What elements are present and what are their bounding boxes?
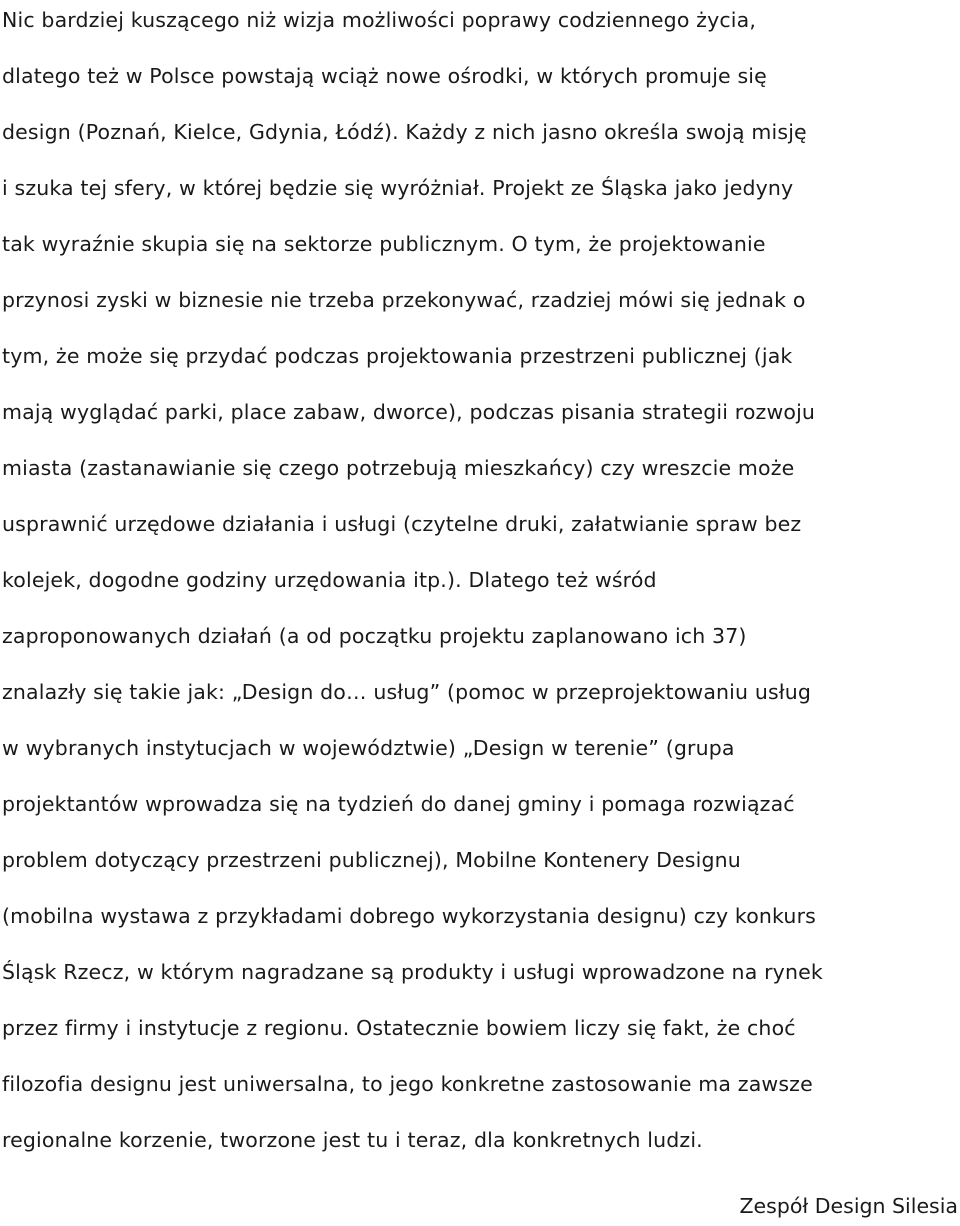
text-line: tak wyraźnie skupia się na sektorze publicznym. O tym, że projektowanie: [2, 232, 766, 256]
text-line: projektantów wprowadza się na tydzień do danej gminy i pomaga rozwiązać: [2, 792, 795, 816]
text-line: design (Poznań, Kielce, Gdynia, Łódź). Każdy z nich jasno określa swoją misję: [2, 120, 807, 144]
text-line: w wybranych instytucjach w województwie) „Design w terenie” (grupa: [2, 736, 735, 760]
text-line: przynosi zyski w biznesie nie trzeba przekonywać, rzadziej mówi się jednak o: [2, 288, 806, 312]
text-line: tym, że może się przydać podczas projektowania przestrzeni publicznej (jak: [2, 344, 793, 368]
text-line: znalazły się takie jak: „Design do… usług” (pomoc w przeprojektowaniu usług: [2, 680, 812, 704]
text-line: problem dotyczący przestrzeni publicznej), Mobilne Kontenery Designu: [2, 848, 741, 872]
text-line: (mobilna wystawa z przykładami dobrego wykorzystania designu) czy konkurs: [2, 904, 816, 928]
text-line: Nic bardziej kuszącego niż wizja możliwości poprawy codziennego życia,: [2, 8, 757, 32]
signature: Zespół Design Silesia: [739, 1194, 958, 1218]
text-line: zaproponowanych działań (a od początku projektu zaplanowano ich 37): [2, 624, 747, 648]
text-line: regionalne korzenie, tworzone jest tu i teraz, dla konkretnych ludzi.: [2, 1128, 703, 1152]
text-line: miasta (zastanawianie się czego potrzebują mieszkańcy) czy wreszcie może: [2, 456, 795, 480]
text-line: Śląsk Rzecz, w którym nagradzane są produkty i usługi wprowadzone na rynek: [2, 960, 823, 984]
text-line: przez firmy i instytucje z regionu. Ostatecznie bowiem liczy się fakt, że choć: [2, 1016, 796, 1040]
text-line: mają wyglądać parki, place zabaw, dworce), podczas pisania strategii rozwoju: [2, 400, 816, 424]
text-line: kolejek, dogodne godziny urzędowania itp.). Dlatego też wśród: [2, 568, 657, 592]
text-line: dlatego też w Polsce powstają wciąż nowe ośrodki, w których promuje się: [2, 64, 767, 88]
text-line: i szuka tej sfery, w której będzie się wyróżniał. Projekt ze Śląska jako jedyny: [2, 176, 794, 200]
text-line: filozofia designu jest uniwersalna, to jego konkretne zastosowanie ma zawsze: [2, 1072, 813, 1096]
text-line: usprawnić urzędowe działania i usługi (czytelne druki, załatwianie spraw bez: [2, 512, 802, 536]
